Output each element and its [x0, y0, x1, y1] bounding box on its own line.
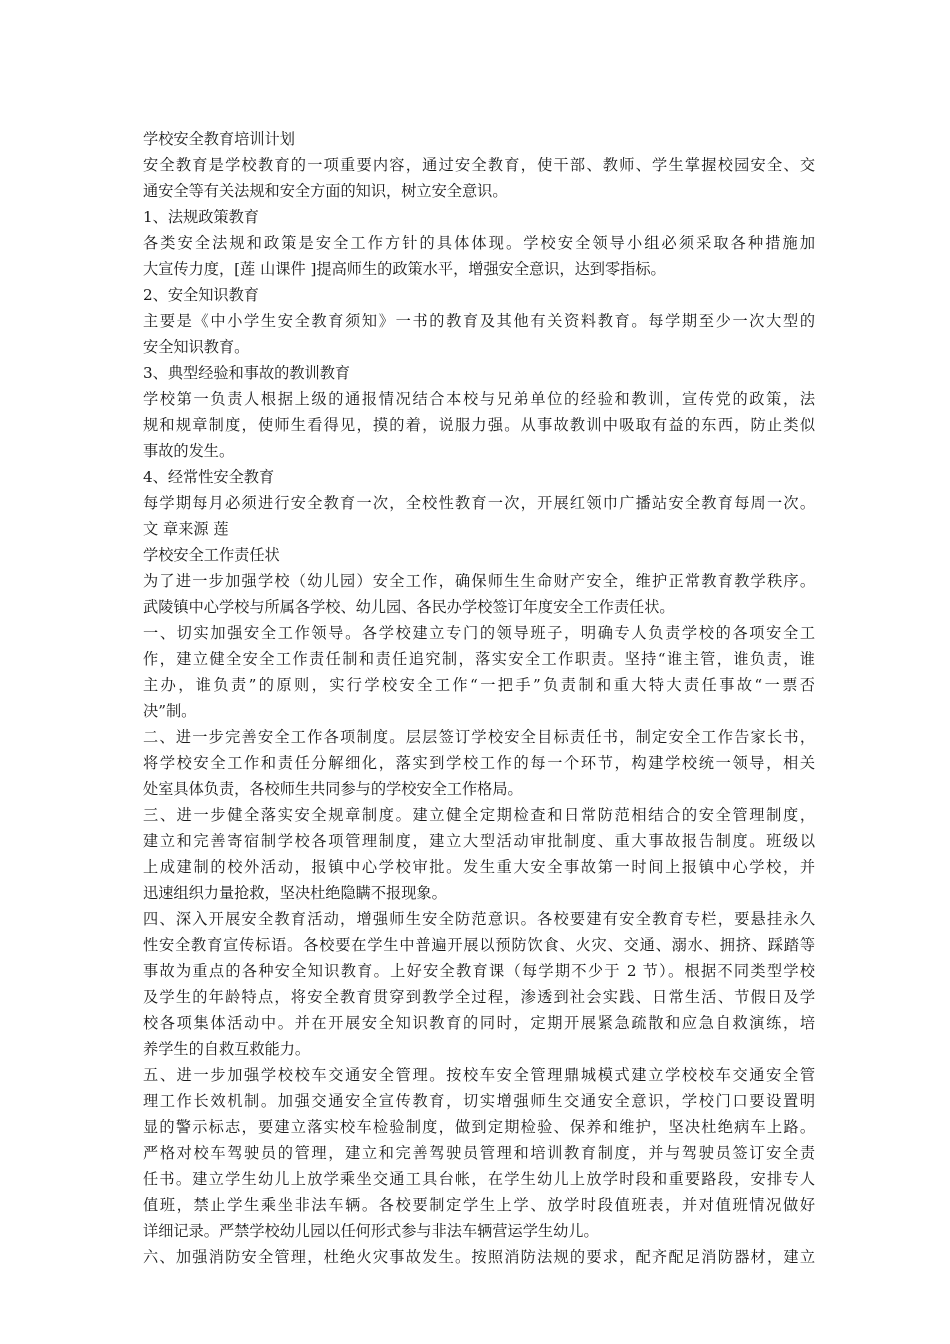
text-line: 大宣传力度，[莲 山课件 ]提高师生的政策水平，增强安全意识，达到零指标。: [143, 260, 666, 278]
text-line: 性安全教育宣传标语。各校要在学生中普遍开展以预防饮食、火灾、交通、溺水、拥挤、踩踏等: [143, 936, 815, 954]
text-line: 作，建立健全安全工作责任制和责任追究制，落实安全工作职责。坚持“谁主管，谁负责，谁: [143, 650, 815, 668]
source-note: 文 章来源 莲: [143, 520, 229, 538]
text-line: 上成建制的校外活动，报镇中心学校审批。发生重大安全事故第一时间上报镇中心学校，并: [143, 858, 815, 876]
section-heading: 4、经常性安全教育: [143, 468, 275, 486]
text-line: 理工作长效机制。加强交通安全宣传教育，切实增强师生交通安全意识，学校门口要设置明: [143, 1092, 815, 1110]
text-line: 为了进一步加强学校（幼儿园）安全工作，确保师生生命财产安全，维护正常教育教学秩序。: [143, 572, 815, 590]
text-line: 武陵镇中心学校与所属各学校、幼儿园、各民办学校签订年度安全工作责任状。: [143, 598, 675, 616]
text-line: 每学期每月必须进行安全教育一次，全校性教育一次，开展红领巾广播站安全教育每周一次。: [143, 494, 815, 512]
text-line: 通安全等有关法规和安全方面的知识，树立安全意识。: [143, 182, 508, 200]
text-line: 事故的发生。: [143, 442, 235, 460]
text-line: 详细记录。严禁学校幼儿园以任何形式参与非法车辆营运学生幼儿。: [143, 1222, 599, 1240]
text-line: 决”制。: [143, 702, 197, 720]
text-line: 值班，禁止学生乘坐非法车辆。各校要制定学生上学、放学时段值班表，并对值班情况做好: [143, 1196, 815, 1214]
text-line: 严格对校车驾驶员的管理，建立和完善驾驶员管理和培训教育制度，并与驾驶员签订安全责: [143, 1144, 815, 1162]
text-line: 养学生的自救互救能力。: [143, 1040, 311, 1058]
document-body: [143, 126, 815, 1270]
section-heading: 3、典型经验和事故的教训教育: [143, 364, 351, 382]
text-line: 主要是《中小学生安全教育须知》一书的教育及其他有关资料教育。每学期至少一次大型的: [143, 312, 815, 330]
text-line: 一、切实加强安全工作领导。各学校建立专门的领导班子，明确专人负责学校的各项安全工: [143, 624, 815, 642]
text-line: 主办，谁负责”的原则，实行学校安全工作“一把手”负责制和重大特大责任事故“一票否: [143, 676, 815, 694]
text-line: 任书。建立学生幼儿上放学乘坐交通工具台帐，在学生幼儿上放学时段和重要路段，安排专人: [143, 1170, 815, 1188]
text-line: 处室具体负责，各校师生共同参与的学校安全工作格局。: [143, 780, 523, 798]
text-line: 将学校安全工作和责任分解细化，落实到学校工作的每一个环节，构建学校统一领导，相关: [143, 754, 815, 772]
text-line: 各类安全法规和政策是安全工作方针的具体体现。学校安全领导小组必须采取各种措施加: [143, 234, 815, 252]
text-line: 显的警示标志，要建立落实校车检验制度，做到定期检验、保养和维护，坚决杜绝病车上路。: [143, 1118, 815, 1136]
text-line: 安全知识教育。: [143, 338, 250, 356]
section-heading: 2、安全知识教育: [143, 286, 259, 304]
text-line: 二、进一步完善安全工作各项制度。层层签订学校安全目标责任书，制定安全工作告家长书，: [143, 728, 815, 746]
text-line: 三、进一步健全落实安全规章制度。建立健全定期检查和日常防范相结合的安全管理制度，: [143, 806, 815, 824]
text-line: 六、加强消防安全管理，杜绝火灾事故发生。按照消防法规的要求，配齐配足消防器材，建立: [143, 1248, 815, 1266]
text-line: 及学生的年龄特点，将安全教育贯穿到教学全过程，渗透到社会实践、日常生活、节假日及学: [143, 988, 815, 1006]
section-heading: 1、法规政策教育: [143, 208, 259, 226]
text-line: 学校第一负责人根据上级的通报情况结合本校与兄弟单位的经验和教训，宣传党的政策，法: [143, 390, 815, 408]
text-line: 校各项集体活动中。并在开展安全知识教育的同时，定期开展紧急疏散和应急自救演练，培: [143, 1014, 815, 1032]
text-line: 建立和完善寄宿制学校各项管理制度，建立大型活动审批制度、重大事故报告制度。班级以: [143, 832, 815, 850]
text-line: 安全教育是学校教育的一项重要内容，通过安全教育，使干部、教师、学生掌握校园安全、交: [143, 156, 815, 174]
text-line: 迅速组织力量抢救，坚决杜绝隐瞒不报现象。: [143, 884, 447, 902]
text-line: 事故为重点的各种安全知识教育。上好安全教育课（每学期不少于 2 节）。根据不同类型学校: [143, 962, 815, 980]
document-title: 学校安全教育培训计划: [143, 130, 295, 148]
text-line: 五、进一步加强学校校车交通安全管理。按校车安全管理鼎城模式建立学校校车交通安全管: [143, 1066, 815, 1084]
document-title: 学校安全工作责任状: [143, 546, 280, 564]
text-line: 规和规章制度，使师生看得见，摸的着，说服力强。从事故教训中吸取有益的东西，防止类似: [143, 416, 815, 434]
text-line: 四、深入开展安全教育活动，增强师生安全防范意识。各校要建有安全教育专栏，要悬挂永久: [143, 910, 815, 928]
